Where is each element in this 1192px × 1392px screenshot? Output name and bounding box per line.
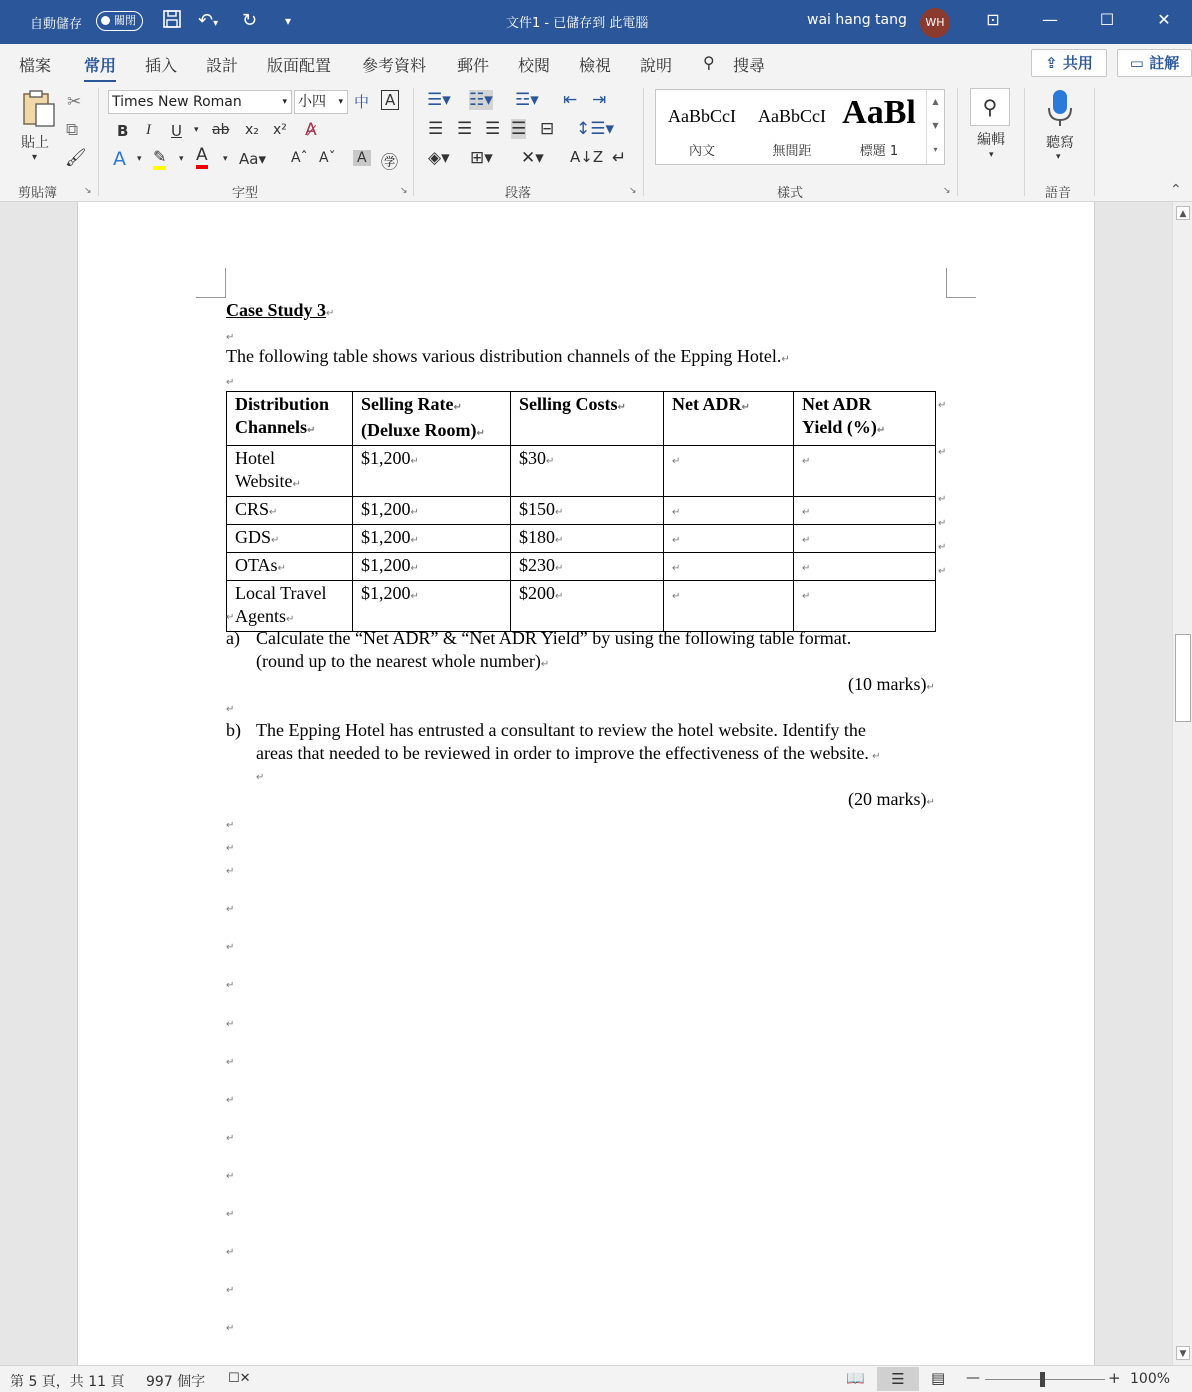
crop-mark-left — [196, 268, 226, 298]
redo-icon[interactable]: ↻ — [242, 10, 258, 31]
paragraph-mark: ↵ — [226, 1285, 235, 1296]
distribution-table[interactable] — [226, 391, 936, 632]
editing-dropdown-icon[interactable]: ▾ — [989, 150, 994, 160]
net-adr-cell[interactable]: ↵ — [664, 581, 794, 632]
font-color-icon[interactable]: A — [196, 146, 208, 169]
avatar[interactable]: WH — [920, 8, 950, 38]
highlight-dropdown-icon[interactable]: ▾ — [179, 154, 184, 164]
grow-font-icon[interactable]: Aˆ — [291, 150, 308, 166]
increase-indent-icon[interactable]: ⇥ — [592, 90, 607, 110]
line-spacing-icon[interactable]: ↕☰▾ — [576, 119, 615, 139]
rate-cell: $1,200↵ — [353, 581, 511, 632]
question-a-marks: (10 marks)↵ — [848, 674, 935, 694]
question-a-line2: (round up to the nearest whole number)↵ — [256, 651, 550, 671]
collapse-ribbon-icon[interactable]: ⌃ — [1170, 182, 1182, 198]
numbering-icon[interactable]: ☷▾ — [469, 90, 493, 110]
phonetic-guide-icon[interactable]: 中 — [354, 93, 370, 111]
paragraph-mark: ↵ — [226, 332, 235, 343]
subscript-icon[interactable]: x₂ — [245, 122, 259, 138]
zoom-in-icon[interactable]: + — [1108, 1369, 1121, 1387]
cut-icon[interactable]: ✂ — [67, 92, 82, 112]
dictate-button[interactable]: 聽寫 — [1046, 135, 1074, 151]
paragraph-mark: ↵ — [226, 980, 235, 991]
scroll-down-icon[interactable]: ▼ — [1176, 1346, 1190, 1360]
table-row — [227, 525, 936, 553]
read-mode-icon[interactable]: 📖 — [846, 1369, 865, 1387]
style-heading-1[interactable]: AaBl 標題 1 — [842, 94, 916, 159]
document-page[interactable]: Case Study 3↵ ↵ The following table shows various distribution channels of the Epping Hotel.↵ ↵ Distribution Channels↵ Selling Rate↵ (Deluxe Room)↵ Selling Costs↵ Net ADR↵ Net ADR Yield (%)↵ Hotel Website↵ $1,200↵ $30↵ ↵ ↵ CRS↵ $1,200↵ $150↵ ↵ ↵ GDS↵ $1,200↵ $180↵ ↵ ↵ OTAs↵ $1,200↵ $230↵ ↵ ↵ Local Travel Agents↵ $1,200↵ $200↵ ↵ ↵ ↵ ↵ ↵ ↵ ↵ ↵ ↵ a) Calculate the “Net ADR” & “Net ADR Yield” by using the following table format. (round up to the nearest whole number)↵ (10 marks)↵ ↵ b) The Epping Hotel has entrusted a consultant to review the hotel website. Identify the areas that needed to be reviewed in order to improve the effectiveness of the website. ↵ ↵ (20 marks)↵ ↵ ↵ ↵ ↵ ↵ ↵ ↵ ↵ ↵ ↵ ↵ ↵ ↵ ↵ ↵ — [77, 202, 1095, 1365]
italic-icon[interactable]: I — [146, 122, 151, 138]
multilevel-list-icon[interactable]: ☲▾ — [515, 90, 539, 110]
bullets-icon[interactable]: ☰▾ — [427, 90, 451, 110]
rate-cell: $1,200↵ — [353, 553, 511, 581]
net-adr-cell[interactable]: ↵ — [664, 553, 794, 581]
document-area — [0, 202, 1172, 1365]
net-adr-cell[interactable]: ↵ — [664, 497, 794, 525]
title-bar — [0, 0, 1192, 44]
tab-layout[interactable]: 版面配置 — [267, 56, 332, 75]
paste-icon[interactable] — [20, 90, 56, 134]
paragraph-mark: ↵ — [226, 1171, 235, 1182]
rate-cell: $1,200↵ — [353, 525, 511, 553]
header-net-adr: Net ADR↵ — [664, 392, 794, 446]
cost-cell: $200↵ — [511, 581, 664, 632]
cost-cell: $150↵ — [511, 497, 664, 525]
zoom-level[interactable]: 100% — [1130, 1371, 1171, 1387]
clear-format-icon[interactable]: A̷ — [305, 120, 317, 140]
tab-mailings[interactable]: 郵件 — [457, 56, 490, 75]
format-painter-icon[interactable]: 🖌 — [65, 148, 87, 168]
tab-view[interactable]: 檢視 — [579, 56, 612, 75]
zoom-out-icon[interactable]: — — [966, 1370, 980, 1386]
asian-layout-icon[interactable]: ✕▾ — [521, 148, 544, 168]
question-b-label: b) — [226, 720, 241, 740]
zoom-slider[interactable] — [985, 1379, 1105, 1380]
copy-icon[interactable]: ⧉ — [66, 120, 79, 140]
cost-cell: $180↵ — [511, 525, 664, 553]
header-channels: Distribution Channels↵ — [227, 392, 353, 446]
autosave-toggle[interactable] — [96, 11, 143, 31]
tab-home[interactable]: 常用 — [84, 53, 116, 76]
tab-help[interactable]: 說明 — [640, 56, 673, 75]
style-normal[interactable]: AaBbCcI 內文 — [668, 106, 736, 159]
change-case-icon[interactable]: Aa▾ — [239, 150, 266, 168]
page-info[interactable]: 第 5 頁，共 11 頁 — [10, 1374, 125, 1390]
underline-icon[interactable]: U — [171, 122, 182, 140]
net-adr-yield-cell[interactable]: ↵ — [794, 446, 936, 497]
sort-icon[interactable]: A↓Z — [570, 148, 604, 166]
net-adr-yield-cell[interactable]: ↵ — [794, 525, 936, 553]
clipboard-launcher-icon[interactable]: ↘ — [84, 186, 92, 196]
paragraph-mark: ↵ — [226, 942, 235, 953]
paragraph-mark: ↵ — [226, 1057, 235, 1068]
paragraph-mark: ↵ — [226, 866, 235, 877]
paragraph-group-label: 段落 — [505, 186, 532, 201]
enclosed-char-icon[interactable]: ㊫ — [381, 153, 398, 173]
paragraph-mark: ↵ — [226, 820, 235, 831]
autosave-state: 關閉 — [114, 14, 136, 27]
voice-group-label: 語音 — [1045, 186, 1072, 201]
shrink-font-icon[interactable]: Aˇ — [319, 150, 336, 166]
font-color-dropdown-icon[interactable]: ▾ — [223, 154, 228, 164]
header-net-adr-yield: Net ADR Yield (%)↵ — [794, 392, 936, 446]
ribbon — [0, 82, 1192, 202]
save-icon[interactable] — [162, 9, 182, 36]
dictate-dropdown-icon[interactable]: ▾ — [1056, 152, 1061, 162]
scroll-thumb[interactable] — [1175, 634, 1191, 722]
search-icon[interactable]: ⚲ — [703, 53, 715, 72]
styles-scroll[interactable]: ▲ ▼ ▾ — [926, 90, 944, 164]
superscript-icon[interactable]: x² — [273, 122, 287, 138]
enclose-char-icon[interactable]: A — [381, 90, 399, 110]
share-button[interactable]: ⇪ 共用 — [1031, 49, 1107, 77]
paragraph-mark: ↵ — [226, 1323, 235, 1334]
font-size-input[interactable]: 小四 ▾ — [294, 90, 348, 114]
table-row — [227, 497, 936, 525]
font-name-input[interactable]: Times New Roman ▾ — [108, 90, 292, 114]
autosave-label: 自動儲存 — [30, 17, 83, 32]
header-selling-costs: Selling Costs↵ — [511, 392, 664, 446]
net-adr-cell[interactable]: ↵ — [664, 446, 794, 497]
question-a-line1: Calculate the “Net ADR” & “Net ADR Yield” by using the following table format. — [256, 628, 852, 648]
cost-cell: $230↵ — [511, 553, 664, 581]
distributed-icon[interactable]: ⊟ — [540, 119, 555, 139]
show-marks-icon[interactable]: ↵ — [612, 148, 627, 168]
tab-review[interactable]: 校閱 — [518, 56, 551, 75]
net-adr-yield-cell[interactable]: ↵ — [794, 553, 936, 581]
char-shading-icon[interactable]: A — [353, 150, 371, 166]
print-layout-icon[interactable]: ☰ — [877, 1367, 919, 1391]
tab-file[interactable]: 檔案 — [19, 56, 52, 75]
paragraph-mark: ↵ — [226, 1019, 235, 1030]
customize-toolbar-icon[interactable]: ▾ — [285, 14, 292, 28]
channel-cell: Hotel Website↵ — [227, 446, 353, 497]
find-icon[interactable]: ⚲ — [970, 88, 1010, 126]
channel-cell: Local Travel Agents↵ — [227, 581, 353, 632]
comments-button[interactable]: ▭ 註解 — [1117, 49, 1192, 77]
paragraph-mark: ↵ — [226, 843, 235, 854]
document-title: 文件1 - 已儲存到 此電腦 — [506, 16, 649, 31]
bold-icon[interactable]: B — [117, 122, 129, 140]
paragraph-mark: ↵ — [226, 1209, 235, 1220]
case-study-title: Case Study 3↵ — [226, 300, 335, 320]
align-left-icon[interactable]: ☰ — [428, 119, 444, 139]
styles-gallery — [655, 89, 945, 165]
question-b-line2: areas that needed to be reviewed in order to improve the effectiveness of the website. ↵ — [256, 743, 881, 763]
net-adr-cell[interactable]: ↵ — [664, 525, 794, 553]
strikethrough-icon[interactable]: ab — [212, 122, 230, 138]
intro-paragraph: The following table shows various distribution channels of the Epping Hotel.↵ — [226, 346, 790, 366]
font-launcher-icon[interactable]: ↘ — [400, 186, 408, 196]
share-icon: ⇪ — [1045, 54, 1063, 72]
shading-icon[interactable]: ◈▾ — [428, 148, 450, 168]
align-right-icon[interactable]: ☰ — [485, 119, 501, 139]
justify-icon[interactable]: ☰ — [511, 119, 527, 139]
styles-group-label: 樣式 — [777, 186, 804, 201]
comment-icon: ▭ — [1129, 54, 1150, 72]
cost-cell: $30↵ — [511, 446, 664, 497]
ribbon-tabs — [0, 44, 1192, 82]
font-group-label: 字型 — [232, 186, 259, 201]
tab-insert[interactable]: 插入 — [145, 56, 178, 75]
paragraph-launcher-icon[interactable]: ↘ — [629, 186, 637, 196]
borders-icon[interactable]: ⊞▾ — [470, 148, 493, 168]
question-b-marks: (20 marks)↵ — [848, 789, 935, 809]
header-selling-rate: Selling Rate↵ (Deluxe Room)↵ — [353, 392, 511, 446]
table-row — [227, 553, 936, 581]
underline-dropdown-icon[interactable]: ▾ — [194, 125, 199, 135]
highlight-icon[interactable]: ✎ — [153, 148, 166, 170]
editing-button[interactable]: 編輯 — [977, 132, 1005, 148]
ribbon-display-icon[interactable]: ⊡ — [986, 10, 1000, 29]
undo-icon[interactable]: ↶▾ — [198, 10, 219, 31]
rate-cell: $1,200↵ — [353, 446, 511, 497]
word-count[interactable]: 997 個字 — [146, 1374, 206, 1390]
styles-launcher-icon[interactable]: ↘ — [943, 186, 951, 196]
question-b-line1: The Epping Hotel has entrusted a consultant to review the hotel website. Identify the — [256, 720, 866, 740]
question-a-label: a) — [226, 628, 240, 648]
paragraph-mark: ↵ — [226, 1133, 235, 1144]
style-no-spacing[interactable]: AaBbCcI 無間距 — [758, 106, 826, 159]
tab-design[interactable]: 設計 — [206, 56, 239, 75]
paste-button[interactable]: 貼上 — [21, 135, 49, 151]
paragraph-mark: ↵ — [226, 904, 235, 915]
text-effects-icon[interactable]: A — [113, 148, 126, 170]
channel-cell: OTAs↵ — [227, 553, 353, 581]
web-layout-icon[interactable]: ▤ — [931, 1369, 946, 1387]
channel-cell: CRS↵ — [227, 497, 353, 525]
decrease-indent-icon[interactable]: ⇤ — [563, 90, 578, 110]
search-label[interactable]: 搜尋 — [733, 56, 766, 75]
align-center-icon[interactable]: ☰ — [457, 119, 473, 139]
paste-dropdown-icon[interactable]: ▾ — [32, 152, 38, 163]
minimize-icon[interactable]: — — [1042, 10, 1058, 29]
table-row — [227, 446, 936, 497]
vertical-scrollbar[interactable] — [1172, 202, 1192, 1365]
paragraph-mark: ↵ — [226, 377, 235, 388]
clipboard-group-label: 剪貼簿 — [18, 186, 58, 201]
status-bar — [0, 1365, 1192, 1392]
crop-mark-right — [946, 268, 976, 298]
paragraph-mark: ↵ — [256, 772, 265, 783]
proofing-icon[interactable]: ☐✕ — [228, 1371, 251, 1386]
paragraph-mark: ↵ — [226, 1247, 235, 1258]
table-row — [227, 581, 936, 632]
net-adr-yield-cell[interactable]: ↵ — [794, 581, 936, 632]
paragraph-mark: ↵ — [226, 704, 235, 715]
close-icon[interactable]: ✕ — [1157, 10, 1171, 29]
channel-cell: GDS↵ — [227, 525, 353, 553]
user-name[interactable]: wai hang tang — [807, 12, 907, 28]
microphone-icon[interactable] — [1045, 88, 1075, 132]
paragraph-mark: ↵ — [226, 1095, 235, 1106]
net-adr-yield-cell[interactable]: ↵ — [794, 497, 936, 525]
text-effects-dropdown-icon[interactable]: ▾ — [137, 154, 142, 164]
rate-cell: $1,200↵ — [353, 497, 511, 525]
maximize-icon[interactable]: ☐ — [1099, 10, 1115, 29]
paragraph-mark: ↵ — [226, 612, 235, 623]
tab-references[interactable]: 參考資料 — [362, 56, 427, 75]
table-header-row — [227, 392, 936, 446]
scroll-up-icon[interactable]: ▲ — [1176, 206, 1190, 220]
zoom-slider-thumb[interactable] — [1040, 1372, 1045, 1387]
